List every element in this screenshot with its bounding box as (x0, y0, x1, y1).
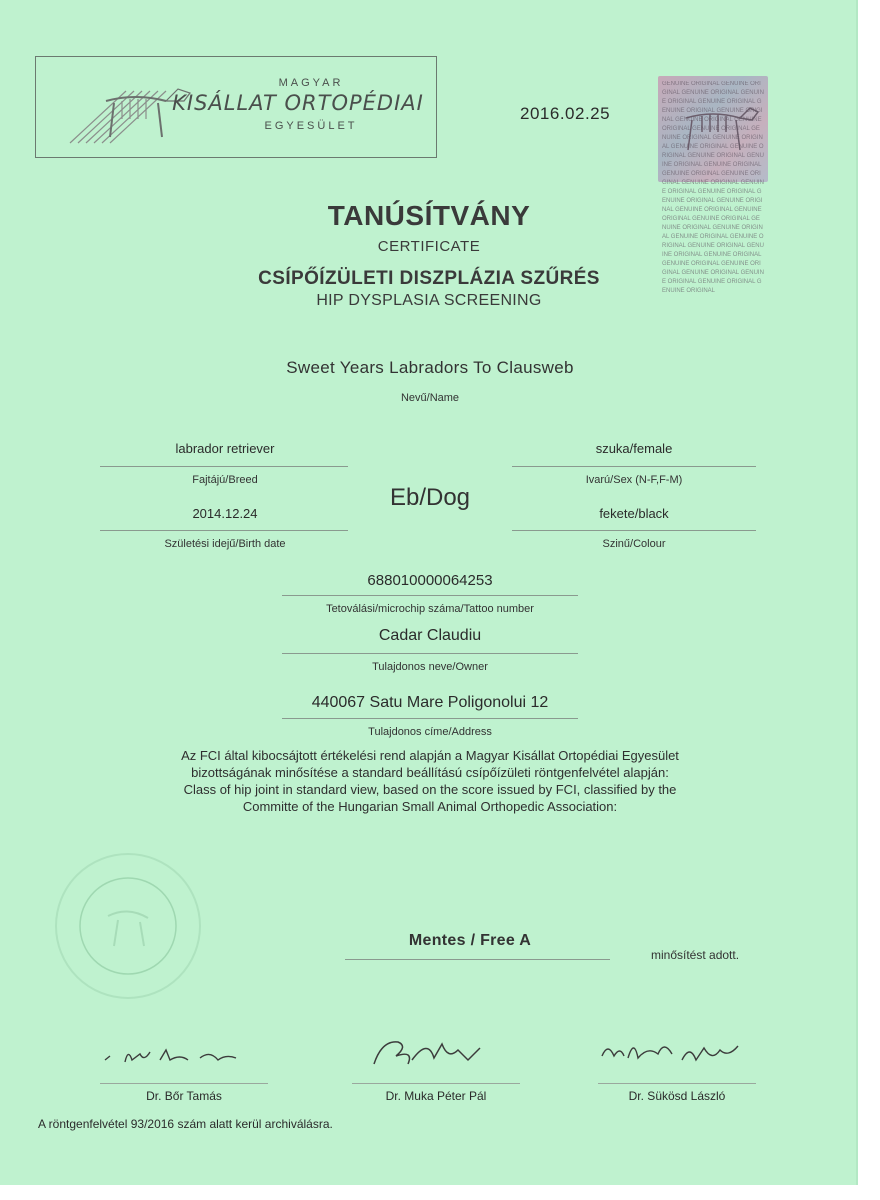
signature-sukosd-icon (598, 1034, 748, 1070)
colour-line (512, 530, 756, 531)
hologram-text: GENUINE ORIGINAL GENUINE ORIGINAL GENUINE ORIGINAL GENUINE ORIGINAL GENUINE ORIGINAL GENUINE ORIGINAL GENUINE ORIGINAL GENUINE ORIGINAL GENUINE ORIGINAL GENUINE ORIGINAL GENUINE ORIGINAL GENUINE ORIGINAL GENUINE ORIGINAL GENUINE ORIGINAL GENUINE ORIGINAL GENUINE ORIGINAL GENUINE ORIGINAL GENUINE ORIGINAL GENUINE ORIGINAL GENUINE ORIGINAL GENUINE ORIGINAL GENUINE ORIGINAL GENUINE ORIGINAL GENUINE ORIGINAL GENUINE ORIGINAL GENUINE ORIGINAL GENUINE ORIGINAL GENUINE ORIGINAL GENUINE ORIGINAL GENUINE ORIGINAL GENUINE ORIGINAL GENUINE ORIGINAL GENUINE ORIGINAL GENUINE ORIGINAL GENUINE ORIGINAL GENUINE ORIGINAL GENUINE ORIGINAL GENUINE ORIGINAL GENUINE ORIGINAL GENUINE ORIGINAL (662, 81, 764, 294)
logo-line-2: KISÁLLAT ORTOPÉDIAI (172, 91, 424, 115)
signature-muka-icon (368, 1030, 488, 1074)
owner-value: Cadar Claudiu (378, 627, 482, 644)
sex-label: Ivarú/Sex (N-F,F-M) (585, 474, 683, 486)
result-value: Mentes / Free A (408, 932, 532, 949)
colour-value: fekete/black (599, 506, 669, 521)
breed-label: Fajtájú/Breed (192, 474, 258, 486)
screening-title-en: HIP DYSPLASIA SCREENING (316, 292, 542, 309)
signature-line (352, 1083, 520, 1084)
statement-line: bizottságának minősítése a standard beállítású csípőízületi röntgenfelvétel alapján: (191, 765, 669, 780)
signature-bor-icon (100, 1040, 250, 1070)
birth-date-line (100, 530, 348, 531)
address-value: 440067 Satu Mare Poligonolui 12 (311, 694, 549, 711)
hologram-sticker (658, 76, 768, 294)
archive-footer: A röntgenfelvétel 93/2016 szám alatt kerül archiválásra. (38, 1117, 333, 1131)
statement-line: Az FCI által kibocsájtott értékelési rend alapján a Magyar Kisállat Ortopédiai Egyesület (181, 748, 679, 763)
title-sub: CERTIFICATE (377, 238, 481, 255)
owner-label: Tulajdonos neve/Owner (372, 661, 488, 673)
result-suffix: minősítést adott. (651, 948, 740, 962)
association-logo (35, 56, 437, 158)
signatory-name: Dr. Muka Péter Pál (385, 1089, 487, 1103)
dog-name-value: Sweet Years Labradors To Clausweb (286, 358, 574, 377)
signature-line (598, 1083, 756, 1084)
statement (60, 747, 800, 815)
statement-line: Committe of the Hungarian Small Animal Orthopedic Association: (242, 799, 618, 814)
microchip-line (282, 595, 578, 596)
birth-date-label: Születési idejű/Birth date (164, 538, 286, 550)
statement-line: Class of hip joint in standard view, based on the score issued by FCI, classified by the (183, 782, 677, 797)
screening-title-hu: CSÍPŐÍZÜLETI DISZPLÁZIA SZŰRÉS (258, 268, 600, 289)
signature-line (100, 1083, 268, 1084)
species-value: Eb/Dog (389, 484, 471, 511)
address-label: Tulajdonos címe/Address (368, 726, 492, 738)
issue-date: 2016.02.25 (520, 104, 611, 123)
sex-value: szuka/female (595, 441, 673, 456)
dog-name-label: Nevű/Name (400, 392, 460, 404)
microchip-label: Tetoválási/microchip száma/Tattoo number (326, 603, 534, 615)
breed-line (100, 466, 348, 467)
breed-value: labrador retriever (175, 441, 275, 456)
title-main: TANÚSÍTVÁNY (327, 200, 531, 231)
logo-line-1: MAGYAR (278, 77, 344, 89)
signatory-name: Dr. Sükösd László (628, 1089, 726, 1103)
embossed-seal-icon (48, 846, 208, 1006)
sex-line (512, 466, 756, 467)
colour-label: Szinű/Colour (602, 538, 666, 550)
address-line (282, 718, 578, 719)
logo-line-3: EGYESÜLET (264, 120, 358, 132)
result-line (345, 959, 610, 960)
signatory-name: Dr. Bőr Tamás (146, 1089, 222, 1103)
owner-line (282, 653, 578, 654)
microchip-value: 688010000064253 (367, 572, 493, 589)
birth-date-value: 2014.12.24 (192, 506, 258, 521)
